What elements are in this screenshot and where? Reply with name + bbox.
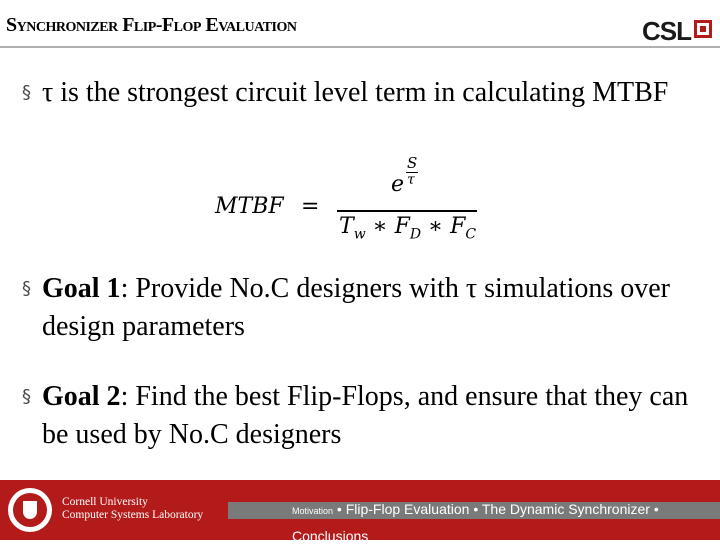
organization-name [62,496,203,522]
bullet-prefix: Goal 1 [42,273,121,304]
section-navigation [292,497,718,549]
bullet-marker: § [22,278,31,299]
title-divider [0,46,720,48]
nav-current-section: Motivation [292,506,334,516]
bullet-marker: § [22,82,31,103]
formula-fraction-bar [337,210,477,212]
chip-icon [694,20,712,38]
bullet-text-body: : Provide No.C designers with τ simulations over design parameters [42,273,670,342]
org-line-1: Cornell University [62,496,148,508]
slide-title: Synchronizer Flip-Flop Evaluation [6,14,297,36]
bullet-text [42,74,702,112]
formula-tw: T [339,214,354,239]
formula-equals: = [301,194,320,219]
formula-exponent-denominator: τ [407,172,415,188]
csl-logo [642,16,716,46]
bullet-prefix: Goal 2 [42,381,121,412]
org-line-2: Computer Systems Laboratory [62,509,204,521]
footer [0,480,720,544]
bullet-text-body: τ is the strongest circuit level term in calculating MTBF [42,77,669,108]
formula-exponent-numerator: S [407,154,418,172]
bullet-marker: § [22,386,31,407]
csl-logo-text: CSL [642,16,691,46]
cornell-seal-icon [8,488,52,532]
formula-denominator [339,214,476,242]
formula-fd-sub: D [409,226,422,243]
formula-fc-sub: C [465,226,477,243]
formula-numerator-base: e [391,172,405,197]
formula-tw-sub: w [353,226,366,243]
mtbf-formula [215,154,495,250]
nav-other-sections: • Flip-Flop Evaluation • The Dynamic Synchronizer • Conclusions [292,501,659,544]
formula-fd: ∗ F [365,214,410,239]
formula-lhs: MTBF [215,194,284,219]
bullet-text [42,378,702,454]
bullet-text [42,270,702,346]
formula-fc: ∗ F [421,214,466,239]
bullet-text-body: : Find the best Flip-Flops, and ensure that they can be used by No.C designers [42,381,689,450]
